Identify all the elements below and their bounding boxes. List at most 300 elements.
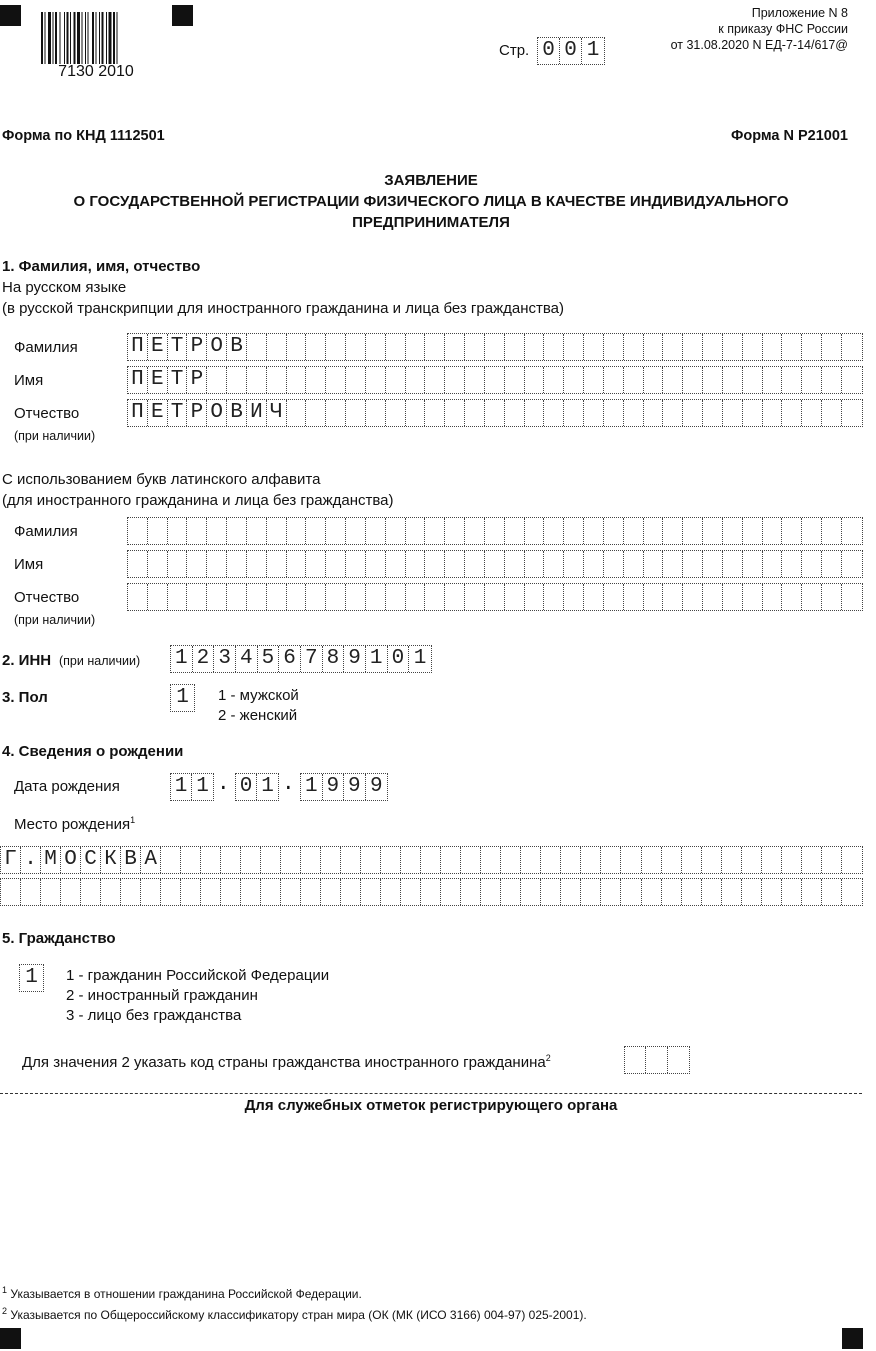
char-cell (207, 518, 227, 544)
char-cell (802, 551, 822, 577)
char-cell (485, 518, 505, 544)
char-cell (281, 879, 301, 905)
char-cell (584, 334, 604, 360)
char-cell (421, 847, 441, 873)
char-cell (247, 367, 267, 393)
char-cell (663, 400, 683, 426)
char-cell (406, 584, 426, 610)
char-cell (663, 367, 683, 393)
service-divider (0, 1093, 862, 1094)
char-cell: В (227, 400, 247, 426)
barcode-bar (77, 12, 80, 64)
char-cell (128, 551, 148, 577)
char-cell: 1 (25, 966, 38, 989)
patronymic-ru-label: Отчество (14, 405, 80, 422)
char-cell (361, 847, 381, 873)
char-cell: 7 (301, 646, 323, 672)
char-cell (743, 518, 763, 544)
char-cell (663, 518, 683, 544)
char-cell (425, 400, 445, 426)
patronymic-ru-note: (при наличии) (14, 429, 96, 443)
char-cell (584, 518, 604, 544)
char-cell (842, 551, 862, 577)
char-cell (287, 551, 307, 577)
char-cell (564, 518, 584, 544)
char-cell (601, 879, 621, 905)
char-cell (41, 879, 61, 905)
barcode-bar (74, 12, 76, 64)
birth-place-label-text: Место рождения (14, 816, 131, 833)
char-cell: 1 (196, 775, 209, 798)
patronymic-lat-field[interactable] (127, 583, 863, 611)
name-ru-label: Имя (14, 372, 44, 389)
char-cell (642, 847, 662, 873)
patronymic-lat-note: (при наличии) (14, 613, 96, 627)
char-cell (544, 551, 564, 577)
char-cell (406, 367, 426, 393)
char-cell (128, 518, 148, 544)
barcode-bar (88, 12, 89, 64)
char-cell (187, 551, 207, 577)
char-cell (782, 847, 802, 873)
char-cell (386, 334, 406, 360)
char-cell: П (128, 400, 148, 426)
surname-ru-label: Фамилия (14, 339, 78, 356)
char-cell (683, 518, 703, 544)
patronymic-ru-field[interactable] (127, 399, 863, 427)
char-cell (668, 1047, 689, 1073)
char-cell (406, 334, 426, 360)
char-cell (406, 518, 426, 544)
char-cell (465, 367, 485, 393)
char-cell (842, 847, 862, 873)
char-cell (168, 551, 188, 577)
char-cell (267, 367, 287, 393)
char-cell (346, 518, 366, 544)
char-cell: 4 (236, 646, 258, 672)
char-cell (564, 400, 584, 426)
char-cell (241, 847, 261, 873)
char-cell (261, 847, 281, 873)
char-cell (301, 847, 321, 873)
char-cell (386, 367, 406, 393)
title-line-3: ПРЕДПРИНИМАТЕЛЯ (352, 214, 510, 231)
char-cell (346, 400, 366, 426)
birth-place-field-line-2[interactable] (0, 878, 863, 906)
char-cell (505, 551, 525, 577)
barcode-bar (70, 12, 71, 64)
barcode-bar (67, 12, 69, 64)
char-cell (782, 334, 802, 360)
barcode-bar (92, 12, 94, 64)
char-cell (421, 879, 441, 905)
char-cell (842, 518, 862, 544)
char-cell: О (61, 847, 81, 873)
char-cell (465, 518, 485, 544)
char-cell (247, 334, 267, 360)
char-cell (544, 367, 564, 393)
char-cell (624, 584, 644, 610)
char-cell (842, 400, 862, 426)
char-cell (201, 847, 221, 873)
char-cell (822, 367, 842, 393)
char-cell (621, 847, 641, 873)
char-cell (604, 400, 624, 426)
barcode (41, 12, 151, 80)
citizenship-field[interactable] (19, 964, 44, 992)
char-cell (584, 584, 604, 610)
barcode-bar (55, 12, 57, 64)
char-cell: . (21, 847, 41, 873)
birth-place-label (14, 815, 135, 833)
char-cell (247, 584, 267, 610)
surname-lat-field[interactable] (127, 517, 863, 545)
section-5-heading: 5. Гражданство (2, 930, 116, 947)
char-cell (525, 584, 545, 610)
char-cell (842, 584, 862, 610)
page-number-cells (537, 37, 605, 65)
char-cell (306, 367, 326, 393)
char-cell (346, 334, 366, 360)
char-cell (644, 400, 664, 426)
char-cell: А (141, 847, 161, 873)
country-code-label-text: Для значения 2 указать код страны гражданства иностранного гражданина (22, 1054, 546, 1071)
corner-marker-top-left (0, 5, 21, 26)
char-cell (227, 518, 247, 544)
char-cell (287, 584, 307, 610)
char-cell (465, 551, 485, 577)
char-cell (544, 334, 564, 360)
char-cell (247, 551, 267, 577)
appendix-line-2: к приказу ФНС России (718, 22, 848, 36)
char-cell: 1 (301, 774, 323, 800)
char-cell (763, 334, 783, 360)
char-cell (148, 551, 168, 577)
char-cell: В (121, 847, 141, 873)
char-cell (505, 584, 525, 610)
char-cell (682, 879, 702, 905)
char-cell (822, 518, 842, 544)
char-cell (267, 584, 287, 610)
char-cell (763, 518, 783, 544)
footnote-1-mark: 1 (2, 1285, 8, 1295)
char-cell (683, 584, 703, 610)
char-cell (743, 400, 763, 426)
char-cell (386, 518, 406, 544)
char-cell (381, 847, 401, 873)
char-cell (581, 879, 601, 905)
char-cell (644, 551, 664, 577)
char-cell (361, 879, 381, 905)
char-cell (221, 847, 241, 873)
char-cell (722, 847, 742, 873)
char-cell (505, 400, 525, 426)
char-cell (401, 847, 421, 873)
barcode-bar (60, 12, 61, 64)
section-4-heading: 4. Сведения о рождении (2, 743, 184, 760)
char-cell (802, 334, 822, 360)
char-cell (346, 551, 366, 577)
char-cell (683, 551, 703, 577)
char-cell (386, 584, 406, 610)
barcode-bar (48, 12, 51, 64)
char-cell (366, 400, 386, 426)
char-cell (604, 551, 624, 577)
char-cell (544, 584, 564, 610)
country-code-field[interactable] (624, 1046, 690, 1074)
char-cell (366, 551, 386, 577)
appendix-line-3: от 31.08.2020 N ЕД-7-14/617@ (670, 38, 848, 52)
char-cell (366, 334, 386, 360)
appendix-note (671, 5, 848, 53)
inn-note: (при наличии) (59, 654, 141, 668)
char-cell: О (207, 400, 227, 426)
char-cell (161, 879, 181, 905)
char-cell (281, 847, 301, 873)
char-cell (148, 584, 168, 610)
char-cell (604, 334, 624, 360)
char-cell (501, 879, 521, 905)
char-cell (401, 879, 421, 905)
char-cell (723, 334, 743, 360)
char-cell (326, 584, 346, 610)
char-cell (782, 400, 802, 426)
char-cell: И (247, 400, 267, 426)
char-cell (441, 879, 461, 905)
char-cell: 9 (369, 775, 383, 798)
char-cell (541, 847, 561, 873)
char-cell (763, 584, 783, 610)
birth-date-separator-2: . (282, 773, 295, 796)
char-cell (822, 879, 842, 905)
char-cell (624, 518, 644, 544)
char-cell (662, 879, 682, 905)
char-cell (207, 551, 227, 577)
char-cell (621, 879, 641, 905)
footnote-2-text: Указывается по Общероссийскому классификатору стран мира (ОК (МК (ИСО 3166) 004-97) 025-2001). (10, 1308, 587, 1322)
char-cell (406, 551, 426, 577)
char-cell (802, 367, 822, 393)
char-cell (366, 367, 386, 393)
char-cell (782, 879, 802, 905)
char-cell (703, 518, 723, 544)
char-cell (842, 367, 862, 393)
footnote-ref-1: 1 (130, 815, 136, 825)
char-cell (341, 879, 361, 905)
char-cell (445, 584, 465, 610)
char-cell (481, 847, 501, 873)
char-cell (326, 400, 346, 426)
char-cell (261, 879, 281, 905)
char-cell (822, 847, 842, 873)
char-cell (782, 551, 802, 577)
barcode-bar (99, 12, 100, 64)
latin-alphabet-label: С использованием букв латинского алфавита (2, 471, 321, 488)
char-cell (601, 847, 621, 873)
char-cell (822, 551, 842, 577)
char-cell (525, 400, 545, 426)
name-ru-field[interactable] (127, 366, 863, 394)
citizenship-option-2: 2 - иностранный гражданин (66, 987, 258, 1004)
char-cell (762, 847, 782, 873)
char-cell (61, 879, 81, 905)
country-code-label (22, 1053, 551, 1071)
char-cell (445, 334, 465, 360)
char-cell (287, 367, 307, 393)
char-cell: 0 (236, 774, 257, 800)
char-cell: 1 (171, 774, 192, 800)
char-cell: 1 (586, 39, 600, 62)
char-cell (624, 367, 644, 393)
char-cell (485, 367, 505, 393)
char-cell (425, 334, 445, 360)
char-cell (306, 551, 326, 577)
char-cell (187, 518, 207, 544)
char-cell (1, 879, 21, 905)
birth-place-field-line-1[interactable] (0, 846, 863, 874)
char-cell (181, 879, 201, 905)
char-cell (381, 879, 401, 905)
patronymic-lat-label: Отчество (14, 589, 80, 606)
corner-marker-bottom-right (842, 1328, 863, 1349)
russian-transcription-note: (в русской транскрипции для иностранного гражданина и лица без гражданства) (2, 300, 565, 317)
char-cell (386, 551, 406, 577)
surname-ru-field[interactable] (127, 333, 863, 361)
char-cell (743, 334, 763, 360)
char-cell (802, 847, 822, 873)
char-cell (425, 367, 445, 393)
inn-field[interactable] (170, 645, 432, 673)
char-cell (763, 400, 783, 426)
char-cell (461, 847, 481, 873)
char-cell (485, 584, 505, 610)
char-cell (646, 1047, 667, 1073)
footnote-2-mark: 2 (2, 1306, 8, 1316)
char-cell (822, 584, 842, 610)
char-cell (743, 551, 763, 577)
char-cell (683, 400, 703, 426)
char-cell (663, 551, 683, 577)
char-cell (227, 551, 247, 577)
barcode-bar (102, 12, 104, 64)
char-cell (101, 879, 121, 905)
birth-year-field[interactable] (300, 773, 388, 801)
char-cell (168, 518, 188, 544)
char-cell: П (128, 367, 148, 393)
char-cell (485, 400, 505, 426)
char-cell (743, 367, 763, 393)
char-cell (306, 400, 326, 426)
char-cell (683, 367, 703, 393)
char-cell: С (81, 847, 101, 873)
char-cell (181, 847, 201, 873)
char-cell (762, 879, 782, 905)
char-cell (81, 879, 101, 905)
char-cell (604, 367, 624, 393)
char-cell: Е (148, 367, 168, 393)
char-cell (321, 879, 341, 905)
char-cell (703, 551, 723, 577)
char-cell (187, 584, 207, 610)
footnote-ref-2: 2 (545, 1053, 551, 1063)
char-cell (525, 367, 545, 393)
char-cell (584, 551, 604, 577)
gender-field[interactable] (170, 684, 195, 712)
char-cell (624, 334, 644, 360)
char-cell: 9 (323, 774, 345, 800)
corner-marker-top-right-of-barcode (172, 5, 193, 26)
knd-label: Форма по КНД 1112501 (2, 128, 165, 144)
char-cell (326, 551, 346, 577)
char-cell: 2 (193, 646, 215, 672)
char-cell: Е (148, 400, 168, 426)
char-cell (485, 334, 505, 360)
char-cell (406, 400, 426, 426)
char-cell (525, 518, 545, 544)
char-cell (625, 1047, 646, 1073)
form-number: Форма N Р21001 (730, 128, 848, 144)
barcode-bar (117, 12, 118, 64)
barcode-number: 7130 2010 (58, 63, 134, 80)
char-cell (366, 518, 386, 544)
char-cell (663, 334, 683, 360)
char-cell (346, 584, 366, 610)
char-cell: Т (168, 400, 188, 426)
birth-date-separator-1: . (217, 773, 230, 796)
char-cell (267, 518, 287, 544)
char-cell: Р (187, 334, 207, 360)
char-cell (445, 367, 465, 393)
char-cell (306, 334, 326, 360)
char-cell (141, 879, 161, 905)
birth-day-field[interactable] (170, 773, 214, 801)
birth-date-label: Дата рождения (14, 778, 120, 795)
char-cell (306, 518, 326, 544)
gender-option-1: 1 - мужской (218, 687, 299, 704)
char-cell (465, 334, 485, 360)
char-cell (584, 400, 604, 426)
barcode-bar (85, 12, 86, 64)
char-cell (662, 847, 682, 873)
char-cell (703, 400, 723, 426)
barcode-bar (53, 12, 54, 64)
char-cell: Р (187, 367, 207, 393)
char-cell (604, 584, 624, 610)
char-cell (366, 584, 386, 610)
char-cell (802, 400, 822, 426)
char-cell (723, 584, 743, 610)
char-cell: 3 (214, 646, 236, 672)
char-cell (564, 551, 584, 577)
name-lat-label: Имя (14, 556, 44, 573)
char-cell (564, 334, 584, 360)
name-lat-field[interactable] (127, 550, 863, 578)
char-cell (544, 400, 564, 426)
char-cell (663, 584, 683, 610)
char-cell (287, 400, 307, 426)
char-cell (642, 879, 662, 905)
birth-month-field[interactable] (235, 773, 279, 801)
barcode-bar (41, 12, 43, 64)
char-cell (326, 518, 346, 544)
char-cell (842, 879, 862, 905)
char-cell (802, 518, 822, 544)
char-cell (168, 584, 188, 610)
char-cell (723, 367, 743, 393)
char-cell: 8 (323, 646, 345, 672)
char-cell (584, 367, 604, 393)
char-cell (541, 879, 561, 905)
